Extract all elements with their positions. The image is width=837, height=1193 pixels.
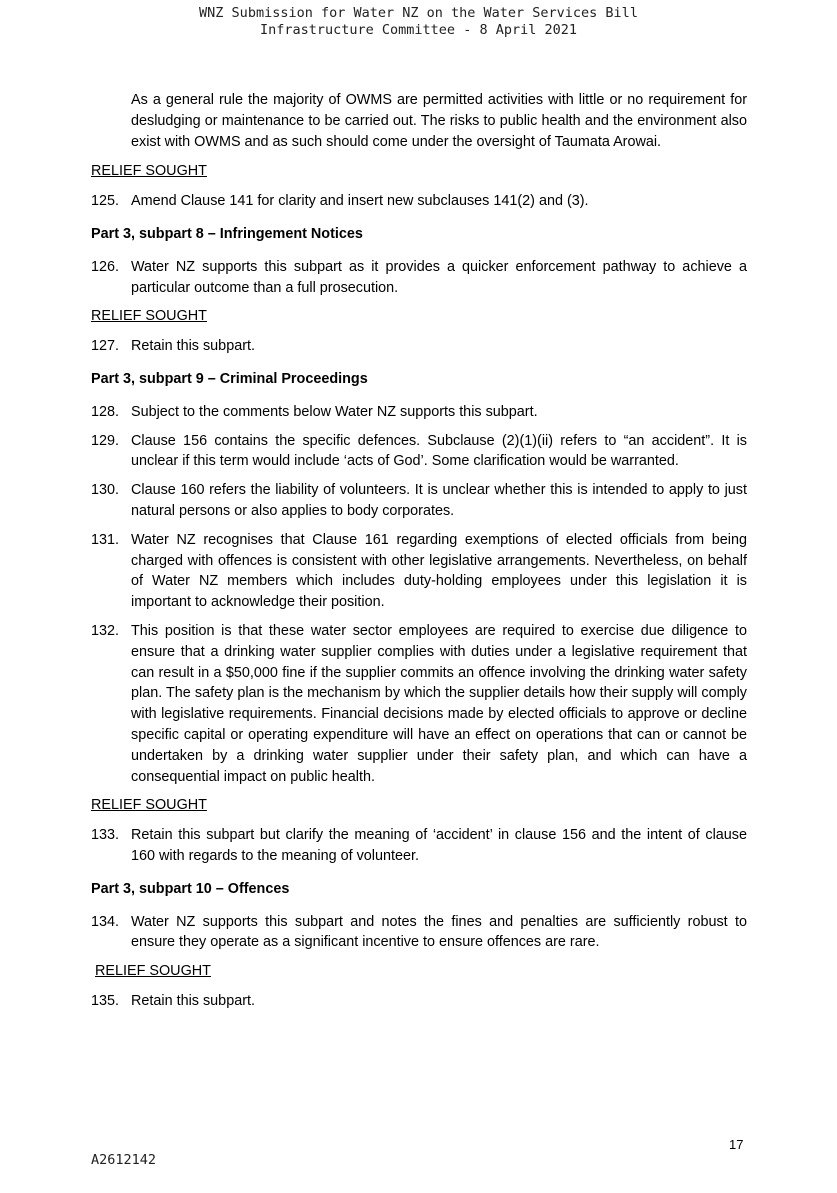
paragraph-135	[91, 991, 747, 1012]
paragraph-131	[91, 530, 747, 613]
heading-subpart-9: Part 3, subpart 9 – Criminal Proceedings	[91, 370, 368, 387]
paragraph-number: 128.	[91, 403, 120, 420]
header-title: WNZ Submission for Water NZ on the Water Services Bill	[199, 5, 638, 21]
paragraph-130	[91, 480, 747, 522]
paragraph-128	[91, 402, 747, 423]
paragraph-text: Clause 160 refers the liability of volunteers. It is unclear whether this is intended to apply to just natural persons or also applies to body corporates.	[131, 482, 747, 519]
paragraph-text: Water NZ recognises that Clause 161 regarding exemptions of elected officials from being charged with offences is consistent with other legislative arrangements. Nevertheless, on behalf of Water NZ members which includes duty-holding employees under this legislation it is important to acknowledge their position.	[131, 531, 747, 611]
paragraph-127	[91, 336, 747, 357]
paragraph-132	[91, 621, 747, 787]
paragraph-134	[91, 912, 747, 954]
heading-subpart-8: Part 3, subpart 8 – Infringement Notices	[91, 225, 363, 242]
document-body	[91, 90, 747, 1020]
paragraph-text: Clause 156 contains the specific defences. Subclause (2)(1)(ii) refers to “an accident”. It is unclear if this term would include ‘acts of God’. Some clarification would be warranted.	[131, 432, 747, 470]
paragraph-number: 127.	[91, 338, 120, 355]
paragraph-125	[91, 191, 747, 212]
paragraph-text: Retain this subpart.	[131, 338, 255, 355]
paragraph-number: 133.	[91, 827, 120, 844]
paragraph-text: Retain this subpart.	[131, 992, 255, 1009]
paragraph-number: 130.	[91, 482, 120, 499]
page-number: 17	[729, 1137, 744, 1152]
document-id: A2612142	[91, 1152, 157, 1168]
paragraph-129	[91, 431, 747, 473]
paragraph-text: This position is that these water sector employees are required to exercise due diligence to ensure that a drinking water supplier complies with duties under a legislative requirement that can result in a $50,000 fine if the supplier commits an offence involving the drinking water safety plan. The safety plan is the mechanism by which the supplier details how their supply will comply with legislative requirements. Financial decisions made by elected officials to approve or decline specific capital or operating expenditure will have an effect on operations that can or cannot be undertaken by a drinking water supplier under their safety plan, and which can have a consequential impact on public health.	[131, 622, 747, 785]
paragraph-number: 135.	[91, 992, 120, 1009]
paragraph-text: Water NZ supports this subpart and notes the fines and penalties are sufficiently robust to ensure they operate as a significant incentive to ensure offences are rare.	[131, 913, 747, 951]
relief-sought-label: RELIEF SOUGHT	[95, 963, 211, 980]
page-header	[0, 5, 837, 39]
paragraph-number: 125.	[91, 193, 120, 210]
paragraph-number: 129.	[91, 432, 120, 449]
paragraph-133	[91, 825, 747, 867]
paragraph-number: 132.	[91, 622, 120, 639]
paragraph-126	[91, 257, 747, 299]
intro-paragraph: As a general rule the majority of OWMS are permitted activities with little or no requirement for desludging or maintenance to be carried out. The risks to public health and the environment also exist with OWMS and as such should come under the oversight of Taumata Arowai.	[131, 92, 747, 150]
relief-sought-label: RELIEF SOUGHT	[91, 308, 207, 325]
relief-sought-label: RELIEF SOUGHT	[91, 797, 207, 814]
paragraph-text: Subject to the comments below Water NZ supports this subpart.	[131, 403, 538, 420]
paragraph-number: 134.	[91, 913, 120, 930]
heading-subpart-10: Part 3, subpart 10 – Offences	[91, 880, 290, 897]
paragraph-number: 126.	[91, 258, 120, 275]
header-subtitle: Infrastructure Committee - 8 April 2021	[260, 22, 577, 38]
paragraph-number: 131.	[91, 531, 120, 548]
paragraph-text: Amend Clause 141 for clarity and insert new subclauses 141(2) and (3).	[131, 193, 589, 210]
relief-sought-label: RELIEF SOUGHT	[91, 163, 207, 180]
paragraph-text: Retain this subpart but clarify the meaning of ‘accident’ in clause 156 and the intent of clause 160 with regards to the meaning of volunteer.	[131, 827, 747, 864]
paragraph-text: Water NZ supports this subpart as it provides a quicker enforcement pathway to achieve a particular outcome than a full prosecution.	[131, 258, 747, 296]
